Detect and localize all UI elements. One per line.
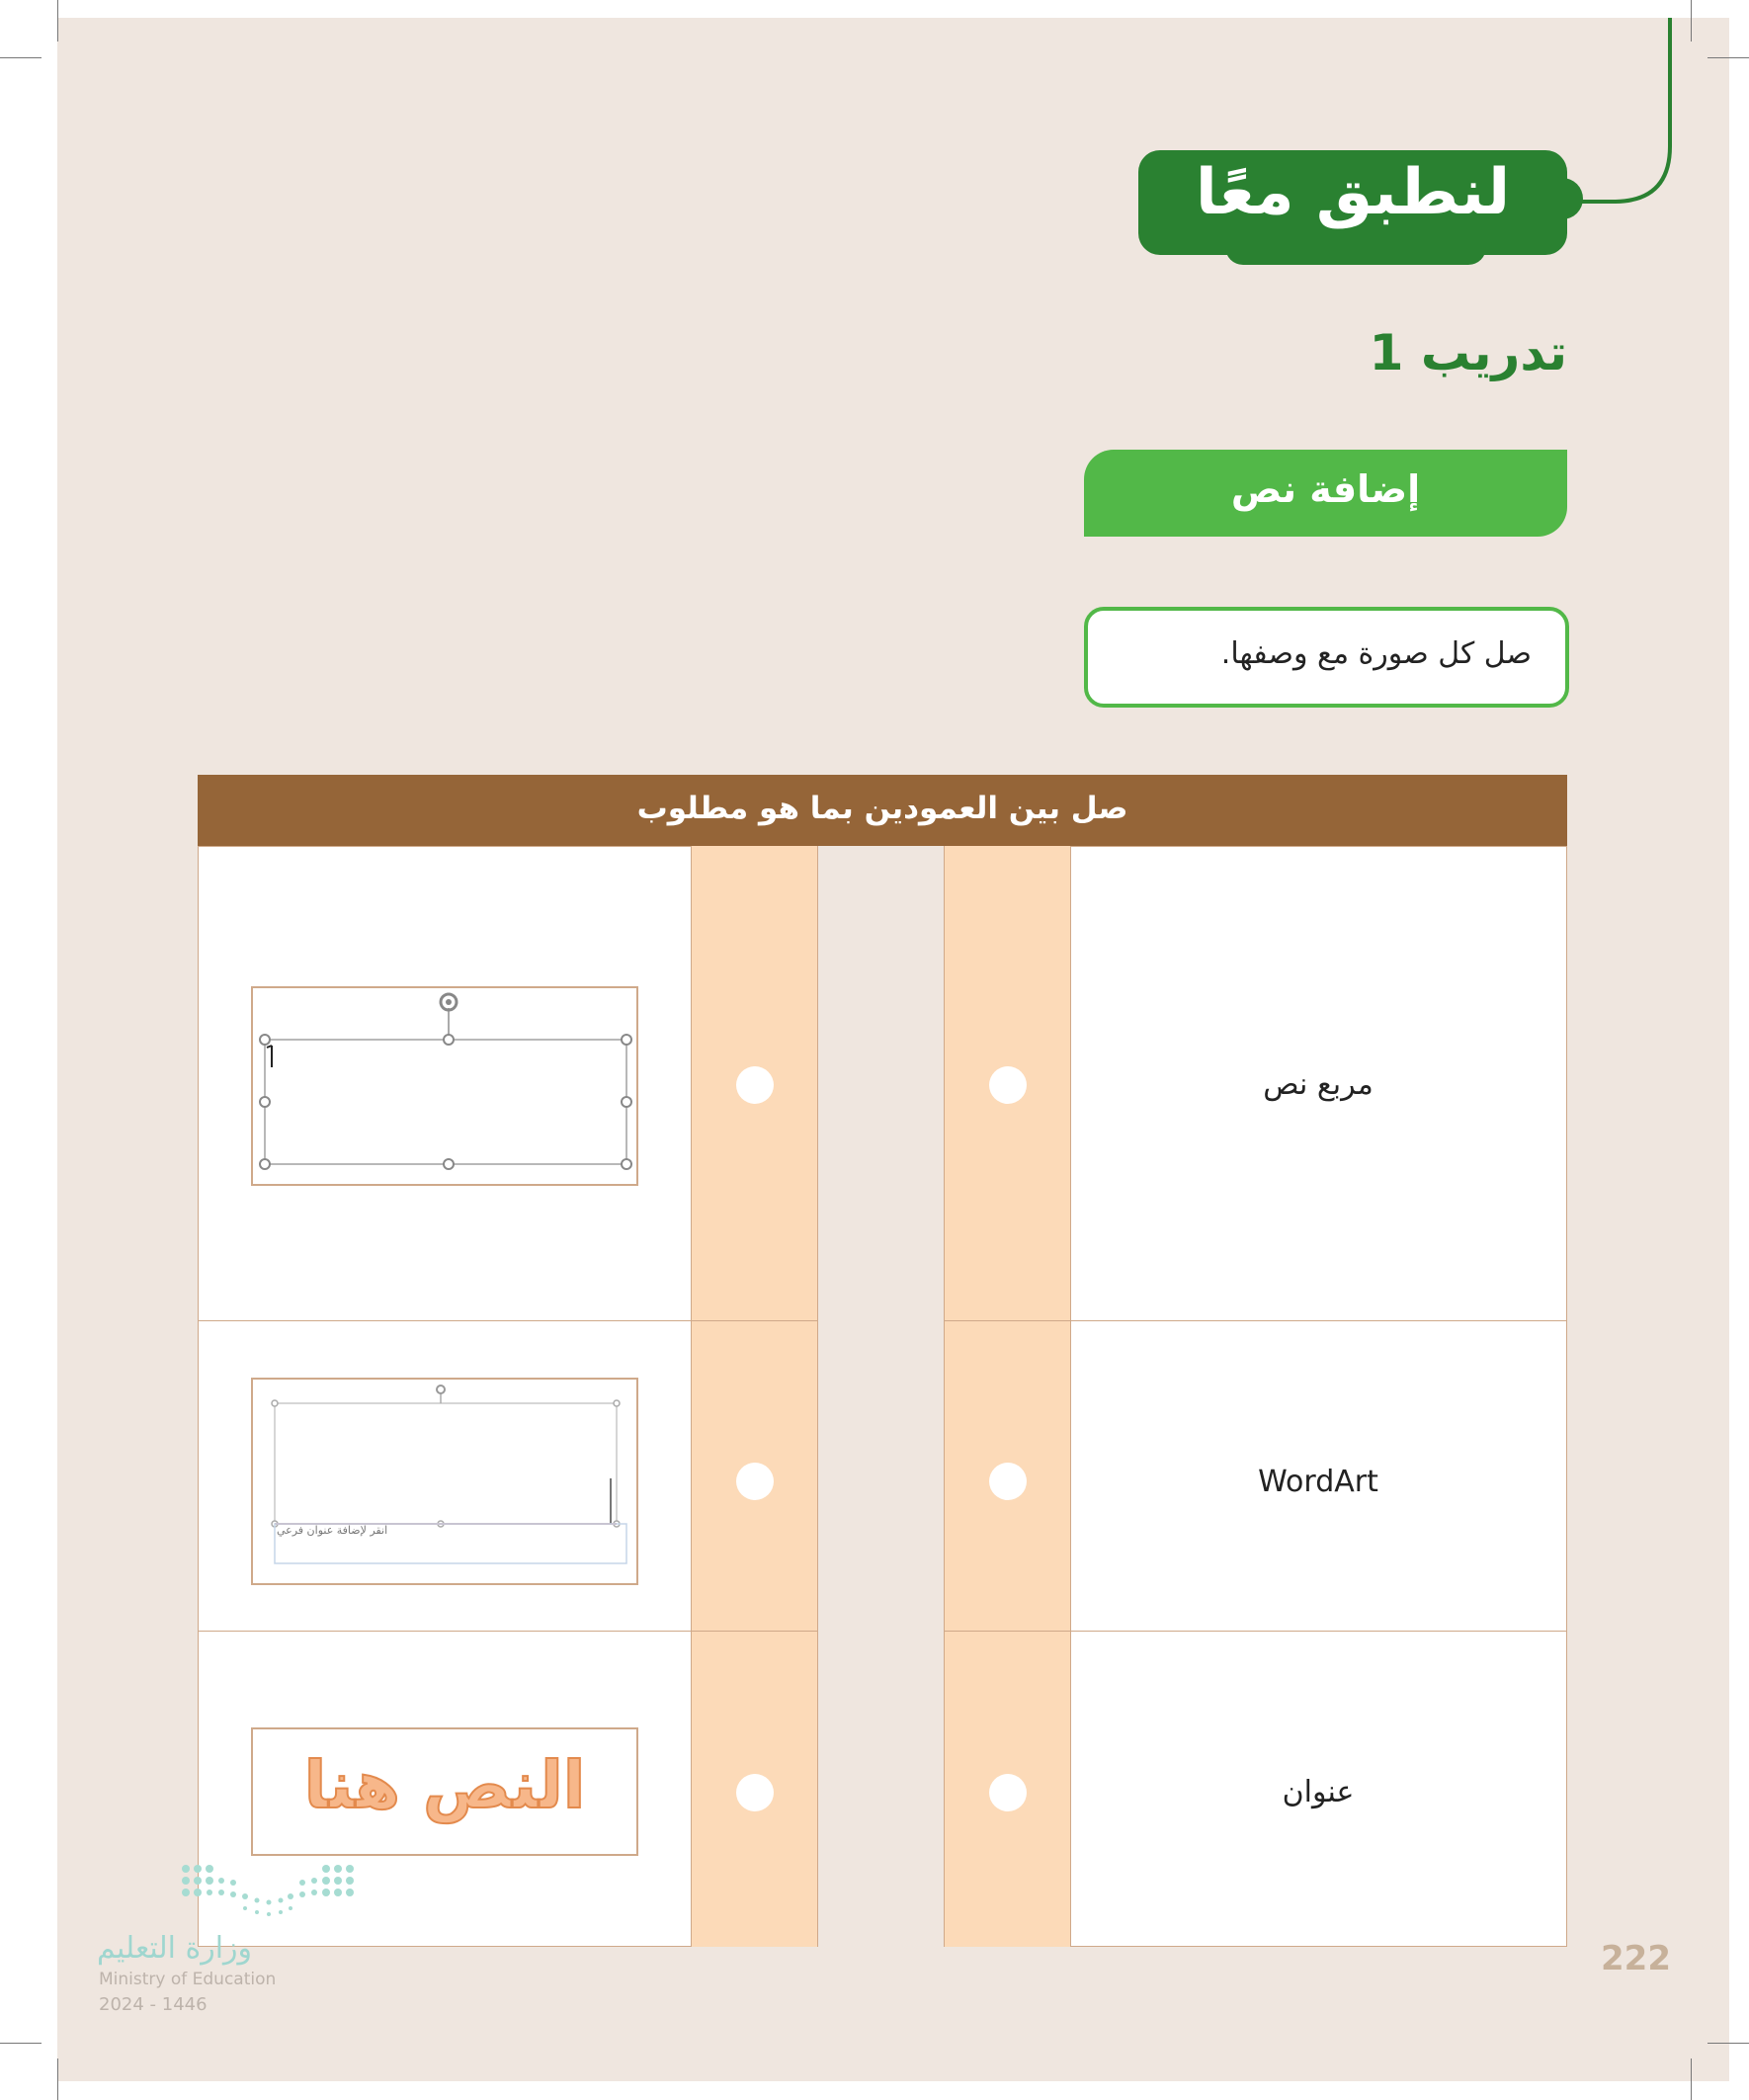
lesson-title-banner [1138, 150, 1567, 255]
wordart-image [251, 1727, 638, 1856]
table-header-text: صل بين العمودين بما هو مطلوب [636, 791, 1128, 826]
crop-mark [1707, 2043, 1749, 2044]
instruction-text: صل كل صورة مع وصفها. [1220, 636, 1532, 671]
match-dot-left-3[interactable] [736, 1774, 774, 1811]
decorative-line [1571, 18, 1680, 215]
instruction-box [1084, 607, 1569, 708]
description-label-3: عنوان [1282, 1775, 1355, 1809]
description-label-1: مربع نص [1263, 1067, 1374, 1102]
placeholder-frame-graphic [253, 1380, 636, 1583]
crop-mark [0, 2043, 42, 2044]
crop-mark [1691, 0, 1692, 42]
row-divider [944, 1320, 1567, 1321]
crop-mark [57, 0, 58, 42]
row-divider [944, 1631, 1567, 1632]
match-dot-right-3[interactable] [989, 1774, 1027, 1811]
crop-mark [57, 2058, 58, 2100]
table-header [198, 775, 1567, 846]
textbox-selection-graphic [253, 988, 636, 1184]
placeholder-text: انقر لإضافة عنوان فرعي [277, 1524, 388, 1537]
crop-mark [0, 57, 42, 58]
exercise-label: تدريب 1 [1369, 324, 1567, 381]
lesson-title: لنطبق معًا [1195, 156, 1511, 229]
match-dot-right-1[interactable] [989, 1066, 1027, 1104]
match-dot-left-1[interactable] [736, 1066, 774, 1104]
title-placeholder-image [251, 1378, 638, 1585]
match-dot-right-2[interactable] [989, 1463, 1027, 1500]
ministry-logo-icon [178, 1863, 356, 1918]
crop-mark [1691, 2058, 1692, 2100]
row-divider [198, 1320, 818, 1321]
ministry-year: 2024 - 1446 [99, 1994, 208, 2015]
ministry-name-english: Ministry of Education [99, 1970, 277, 1989]
description-label-2: WordArt [1258, 1465, 1378, 1499]
match-dot-left-2[interactable] [736, 1463, 774, 1500]
page-number: 222 [1601, 1939, 1671, 1978]
section-banner [1084, 450, 1567, 537]
row-divider [198, 1631, 818, 1632]
wordart-text: النص هنا [303, 1747, 586, 1823]
section-title: إضافة نص [1230, 467, 1421, 511]
crop-mark [1707, 57, 1749, 58]
ministry-name-arabic: وزارة التعليم [97, 1931, 253, 1966]
textbox-image [251, 986, 638, 1186]
